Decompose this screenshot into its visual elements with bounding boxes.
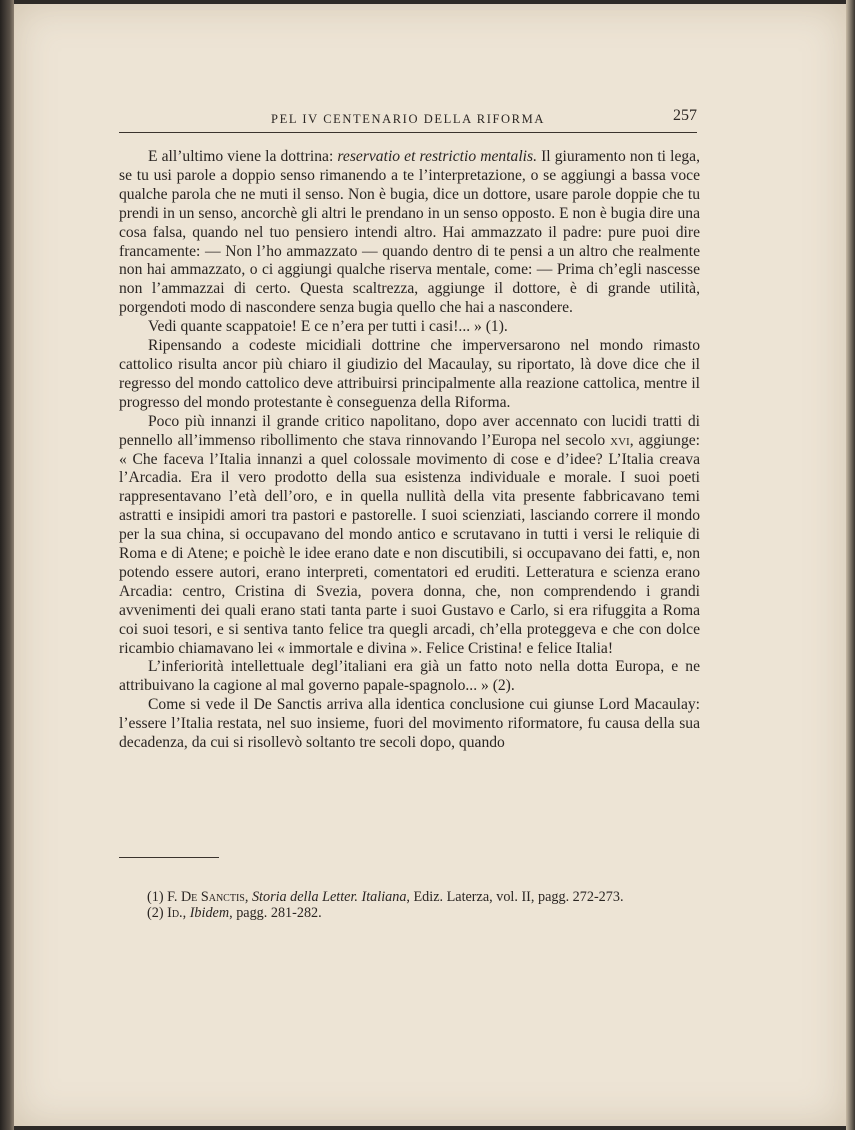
page-edge bbox=[846, 0, 855, 1130]
page-number: 257 bbox=[673, 107, 697, 124]
book-spine-shadow bbox=[0, 0, 14, 1130]
footnote: (2) Id., Ibidem, pagg. 281-282. bbox=[147, 905, 322, 921]
paragraph: L’inferiorità intellettuale degl’italiani era già un fatto noto nella dotta Europa, e ne attribuivano la cagione al mal governo papale-spagnolo... » (2). bbox=[119, 658, 700, 695]
body-text bbox=[119, 148, 700, 753]
running-title: PEL IV CENTENARIO DELLA RIFORMA bbox=[271, 112, 545, 126]
century-numeral: xvi bbox=[610, 431, 630, 449]
paragraph: E all’ultimo viene la dottrina: reservatio et restrictio mentalis. Il giuramento non ti lega, se tu usi parole a doppio senso rimanendo a te l’interpretazione, o se aggiungi a bassa voce qualche parola che ne muti il senso. Non è bugia, dice un dottore, usare parole doppie che tu prendi in un senso, ancorchè gli altri le prendano in un senso opposto. E non è bugia dire una cosa falsa, quando nel tuo pensiero intendi altro. Hai ammazzato il padre: pure puoi dire francamente: — Non l’ho ammazzato — quando dentro di te pensi a un altro che realmente non hai ammazzato, o ci aggiungi qualche riserva mentale, come: — Prima ch’egli nascesse non l’ammazzai di certo. Questa scaltrezza, aggiunge il dottore, è di grande utilità, porgendoti modo di nascondere senza bugia quello che hai a nascondere. bbox=[119, 148, 700, 317]
page-header bbox=[119, 108, 697, 132]
footnote-rule bbox=[119, 857, 219, 858]
italic-phrase: reservatio et restrictio mentalis. bbox=[337, 148, 537, 165]
paragraph: Poco più innanzi il grande critico napolitano, dopo aver accennato con lucidi tratti di pennello all’immenso ribollimento che stava rinnovando l’Europa nel secolo xvi, aggiunge: « Che faceva l’Italia innanzi a quel colossale movimento di cose e d’idee? L’Italia creava l’Arcadia. Era il vero prodotto della sua esistenza individuale e morale. I suoi poeti rappresentavano l’età dell’oro, e in quella nullità della vita presente fabbricavano temi astratti e insipidi amori tra pastori e pastorelle. I suoi scienziati, lasciando correre il mondo per la sua china, si occupavano del mondo antico e scrutavano in tutti i versi le reliquie di Roma e di Atene; e poichè le idee erano date e non discutibili, si occupavano dei fatti, e, non potendo essere autori, erano interpreti, comentatori ed eruditi. Letteratura e scienza erano Arcadia: centro, Cristina di Svezia, povera donna, che, non comprendendo i grandi avvenimenti dei quali erano stati tanta parte i suoi Gustavo e Carlo, si era rifuggita a Roma coi suoi tesori, e si sentiva tanto felice tra quegli arcadi, ch’ella proteggeva e che con dolce ricambio chiamavano lei « immortale e divina ». Felice Cristina! e felice Italia! bbox=[119, 412, 700, 657]
header-rule bbox=[119, 132, 697, 133]
paragraph: Ripensando a codeste micidiali dottrine che imperversarono nel mondo rimasto cattolico risulta ancor più chiaro il giudizio del Macaulay, su riportato, là dove dice che il regresso del mondo cattolico deve attribuirsi principalmente alla reazione cattolica, mentre il progresso del mondo protestante è conseguenza della Riforma. bbox=[119, 337, 700, 411]
footnote: (1) F. De Sanctis, Storia della Letter. Italiana, Ediz. Laterza, vol. II, pagg. 272-273. bbox=[147, 889, 624, 905]
paragraph: Vedi quante scappatoie! E ce n’era per tutti i casi!... » (1). bbox=[148, 318, 508, 336]
paragraph: Come si vede il De Sanctis arriva alla identica conclusione cui giunse Lord Macaulay: l’essere l’Italia restata, nel suo insieme, fuori del movimento riformatore, fu causa della sua decadenza, da cui si risollevò soltanto tre secoli dopo, quando bbox=[119, 696, 700, 752]
footnotes bbox=[147, 889, 707, 921]
